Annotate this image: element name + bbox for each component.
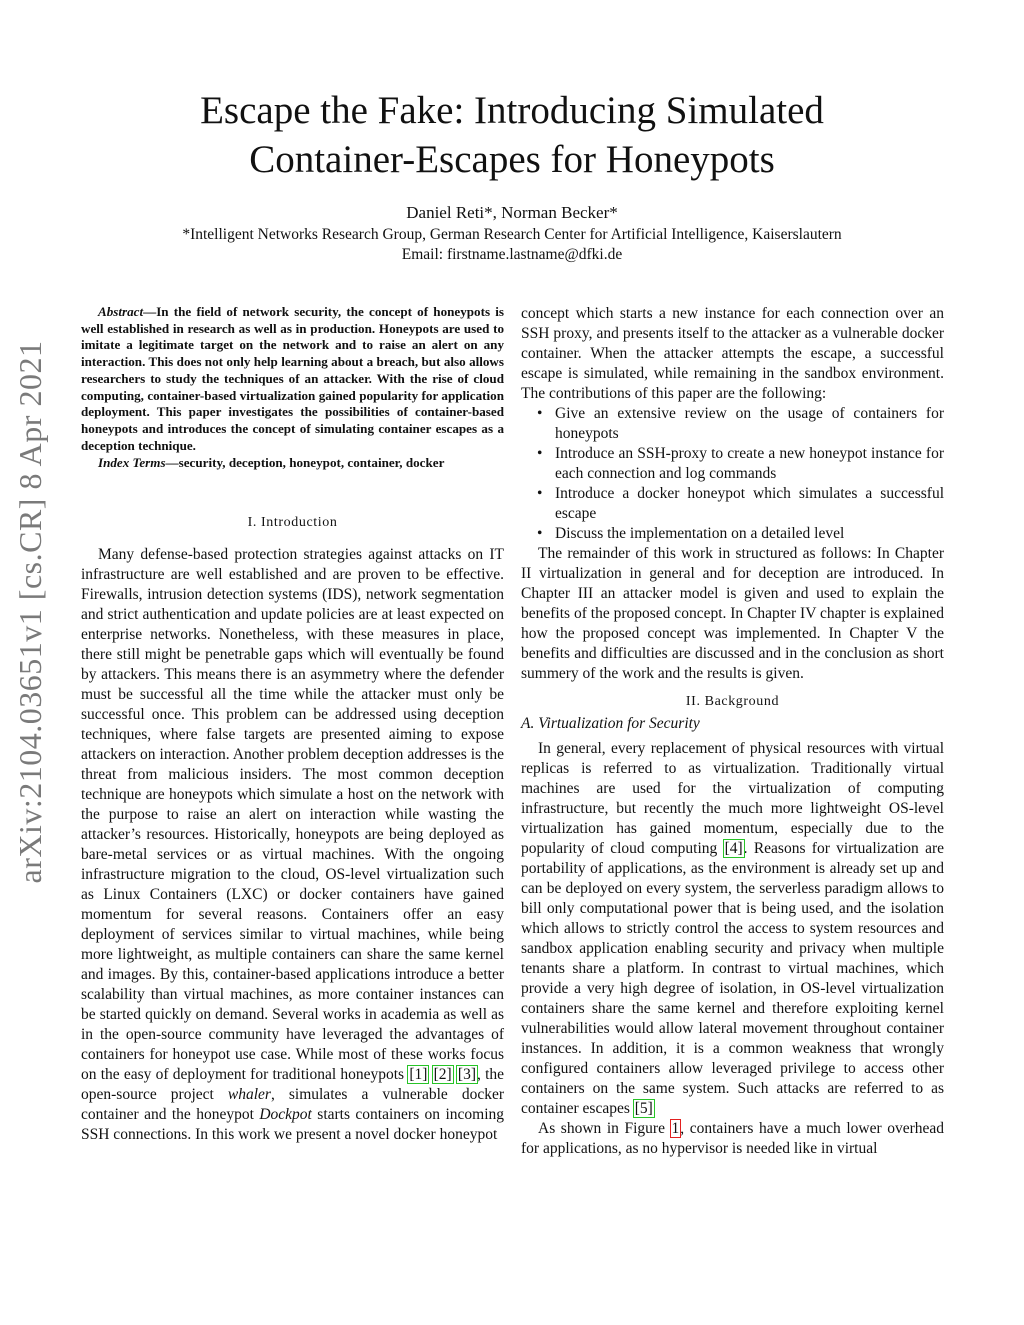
- figure-reference-link[interactable]: 1: [671, 1120, 680, 1137]
- subsection-heading: A. Virtualization for Security: [521, 715, 700, 732]
- citation-link-2[interactable]: [2]: [433, 1066, 452, 1084]
- index-terms: [81, 454, 504, 471]
- outline-paragraph: The remainder of this work in structured as follows: In Chapter II virtualization in general and for deception are introduced. In Chapter III an attacker model is given and used to explain the benefits of the proposed concept. In Chapter IV chapter is explained how the proposed concept was implemented. In Chapter V the benefits and difficulties are discussed and in the conclusion as short summery of the work and the results is given.: [521, 545, 944, 682]
- citation-link-3[interactable]: [3]: [457, 1066, 476, 1084]
- author-list: Daniel Reti*, Norman Becker*: [406, 203, 618, 222]
- background-paragraph: [521, 739, 944, 1119]
- index-terms-text: —security, deception, honeypot, container, docker: [165, 455, 445, 471]
- intro-paragraph: [81, 545, 504, 1145]
- project-name-dockpot: Dockpot: [259, 1106, 312, 1124]
- intro-text: Many defense-based protection strategies against attacks on IT infrastructure are well established and are proven to be effective. Firewalls, intrusion detection systems (IDS), network segmentation and strict authentication and update policies are at least expected on enterprise networks. Nonetheless, with these measures in place, there still might be penetrable gaps which will eventually be found by attackers. This means there is an asymmetry where the defender must be successful all the time while the attacker must only be successful once. This problem can be addressed using deception techniques, where false targets are presented aiming to expose attackers on interaction. Another problem deception addresses is the threat from malicious insiders. The most common deception technique are honeypots which simulate a host on the network with the purpose to raise an alert on interaction while wasting the attacker’s resources. Historically, honeypots are being deployed as bare-metal services or as virtual machines. With the ongoing infrastructure migration to the cloud, OS-level virtualization such as Linux Containers (LXC) or docker containers have gained momentum for several reasons. Containers offer an easy deployment of services similar to virtual machines, while being more lightweight, as multiple containers can share the same kernel and images. By this, container-based applications introduce a better scalability than virtual machines, as more container instances can be started quickly on demand. Several works in academia as well as in the open-source community have leveraged the advantages of containers for honeypot use case. While most of these works focus on the easy of deployment for traditional honeypots: [81, 546, 504, 1084]
- citation-link-4[interactable]: [4]: [724, 840, 743, 857]
- intro-text-2: , the open-source project: [81, 1066, 505, 1104]
- figure-paragraph: [521, 1119, 944, 1159]
- section-heading-introduction: I. Introduction: [247, 515, 338, 531]
- index-terms-label: Index Terms: [98, 455, 166, 471]
- list-item: • Introduce an SSH-proxy to create a new honeypot instance for each connection and log commands: [521, 444, 944, 484]
- abstract-label: Abstract: [98, 304, 144, 319]
- arxiv-identifier: arXiv:2104.03651v1 [cs.CR] 8 Apr 2021: [12, 340, 48, 884]
- contact-email: Email: firstname.lastname@dfki.de: [401, 246, 623, 263]
- contributions-list: [521, 404, 944, 544]
- affiliation: *Intelligent Networks Research Group, German Research Center for Artificial Intelligence, Kaiserslautern: [182, 226, 842, 243]
- background-text-2: . Reasons for virtualization are portability of applications, as the environment is already set up and can be deployed on every system, the serverless paradigm allows to bill only computational power that is being used, and the isolation which allows to strictly control the access to system resources and sandbox application enabling security and privacy when multiple tenants share a platform. In contrast to virtual machines, which provide a very high degree of isolation, in OS-level virtualization containers share the same kernel and therefore exploiting kernel vulnerabilities would allow lateral movement throughout container instances. In addition, it is a common weakness that wrongly configured containers allow leveraged privilege to access other containers on the same system. Such attacks are referred to as container escapes: [521, 840, 945, 1117]
- figure-text-2: , containers have a much lower overhead for applications, as no hypervisor is needed like in virtual: [521, 1120, 944, 1157]
- list-item: • Give an extensive review on the usage of containers for honeypots: [521, 404, 944, 444]
- project-name-whaler: whaler: [227, 1086, 271, 1104]
- intro-text-3: , simulates a vulnerable docker container and the honeypot: [81, 1086, 505, 1124]
- title-line-1: Escape the Fake: Introducing Simulated: [200, 89, 824, 132]
- left-column: [81, 304, 504, 1145]
- section-heading-background: II. Background: [685, 694, 780, 709]
- citation-link-1[interactable]: [1]: [409, 1066, 428, 1084]
- background-text: In general, every replacement of physical resources with virtual replicas is referred to as virtualization. Traditionally virtual machines are used for the virtualization of computing infrastructure, but recently the much more lightweight OS-level virtualization has gained momentum, especially due to the popularity of cloud computing: [521, 740, 944, 857]
- intro-continued: concept which starts a new instance for each connection over an SSH proxy, and presents itself to the attacker as a vulnerable docker container. When the attacker attempts the escape, a successful escape is simulated, while remaining in the sandbox environment. The contributions of this paper are the following:: [521, 305, 944, 402]
- abstract: [81, 304, 504, 454]
- citation-link-5[interactable]: [5]: [634, 1100, 653, 1117]
- title-line-2: Container-Escapes for Honeypots: [249, 138, 775, 181]
- list-item: • Introduce a docker honeypot which simulates a successful escape: [521, 484, 944, 524]
- abstract-text: —In the field of network security, the concept of honeypots is well established in research as well as in production. Honeypots are used to imitate a legitimate target on the network and to raise an alert on any interaction. This does not only help learning about a breach, but also allows researchers to study the techniques of an attacker. With the rise of cloud computing, container-based virtualization gained popularity for application deployment. This paper investigates the possibilities of container-based honeypots and introduces the concept of simulating container escapes as a deception technique.: [81, 304, 504, 453]
- list-item: • Discuss the implementation on a detailed level: [521, 524, 944, 544]
- paper-title: [80, 86, 944, 184]
- right-column: [521, 304, 944, 1159]
- figure-text: As shown in Figure: [538, 1120, 665, 1137]
- intro-text-4: starts containers on incoming SSH connections. In this work we present a novel docker honeypot: [81, 1106, 504, 1144]
